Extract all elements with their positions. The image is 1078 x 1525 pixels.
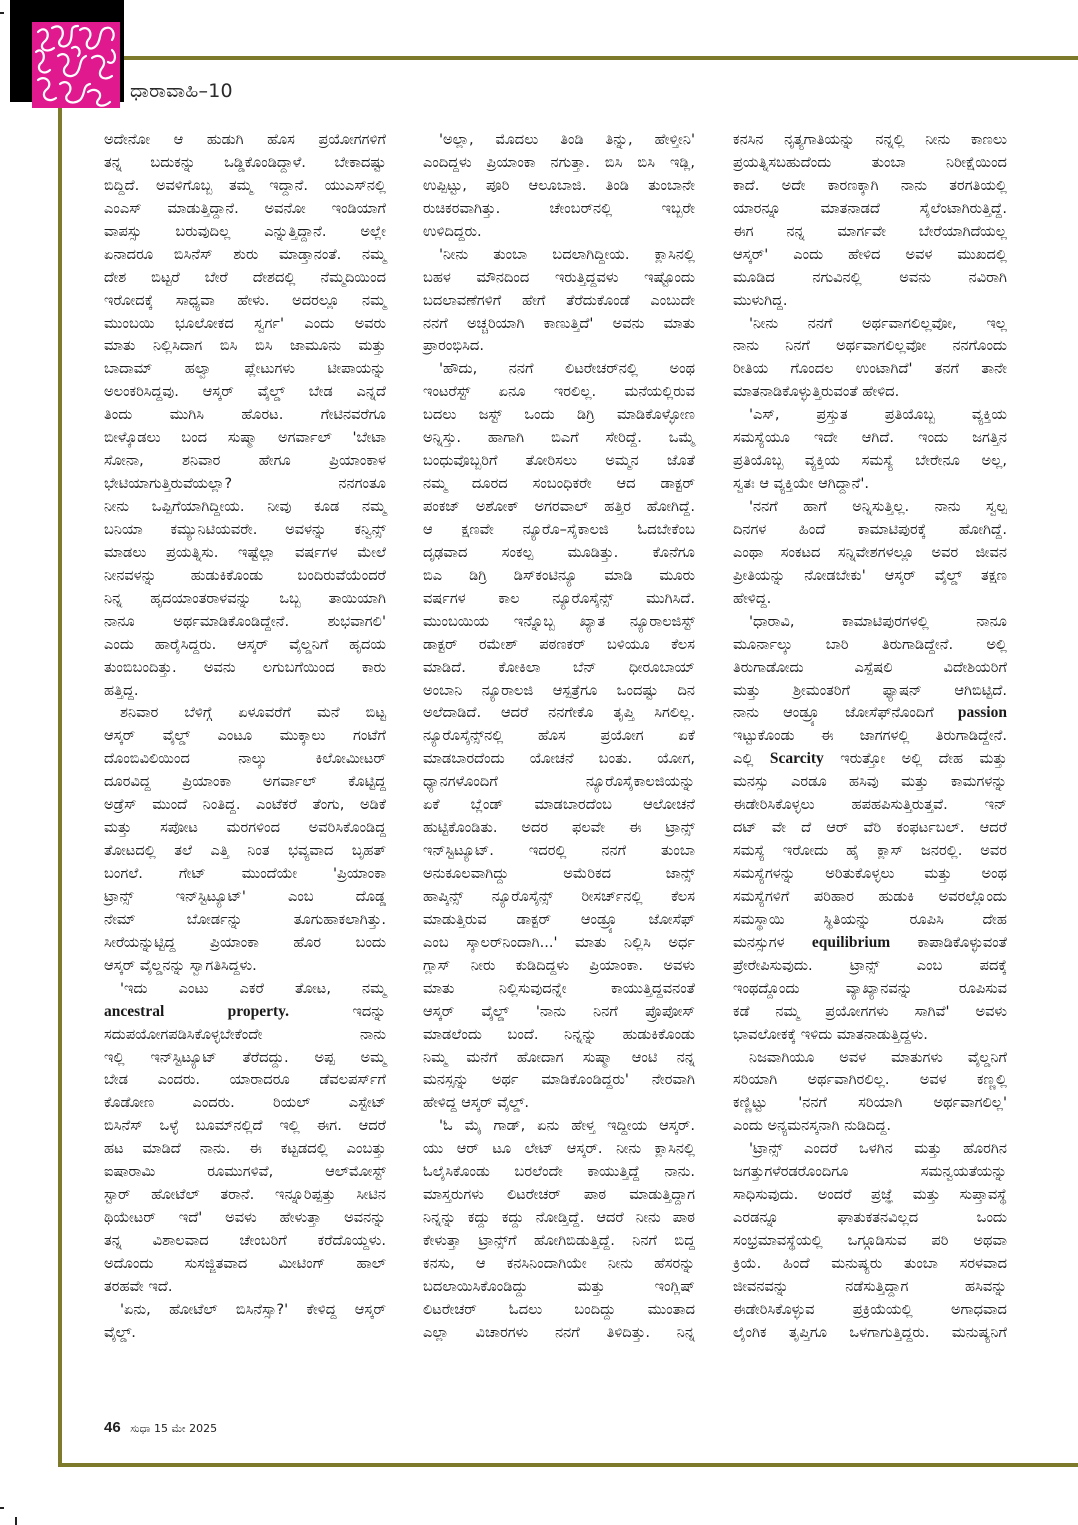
text-line: ಏನಾದರೂ ಬಿಸಿನೆಸ್ ಶುರು ಮಾಡ್ತಾನಂತೆ. ನಮ್ಮ	[104, 245, 386, 263]
text-line: ಹುಟ್ಟಿಕೊಂಡಿತು. ಅದರ ಫಲವೇ ಈ ಟ್ರಾನ್ಸ್	[423, 819, 695, 837]
text-line: ತಿಂದು ಮುಗಿಸಿ ಹೊರಟ. ಗೇಟಿನವರೆಗೂ	[104, 406, 386, 424]
text-line: ಬಂಧುವೊಬ್ಬರಿಗೆ ತೋರಿಸಲು ಅಮ್ಮನ ಜೊತೆ	[423, 452, 695, 470]
text-line: ಮೂಡಿದ ನಗುವಿನಲ್ಲಿ ಅವನು ನವಿರಾಗಿ	[733, 268, 1007, 286]
text-line: ರುಚಿಕರವಾಗಿತ್ತು. ಚೇಂಬರ್‌ನಲ್ಲಿ ಇಬ್ಬರೇ	[423, 199, 695, 217]
text-line: ಮುಳುಗಿದ್ದ.	[733, 291, 788, 309]
text-line: ಅಲೆದಾಡಿದೆ. ಆದರೆ ನನಗೇಕೊ ತೃಪ್ತಿ ಸಿಗಲಿಲ್ಲ.	[423, 704, 695, 722]
text-line: ಸದುಪಯೋಗಪಡಿಸಿಕೊಳ್ಳಬೇಕೆಂದೇ ನಾನು	[104, 1025, 386, 1043]
crop-mark	[0, 1507, 4, 1509]
text-line: ಕಡೆ ನಮ್ಮ ಪ್ರಯೋಗಗಳು ಸಾಗಿವೆ' ಅವಳು	[733, 1002, 1007, 1020]
text-line: ಮಾಡಲೆಂದು ಬಂದೆ. ನಿನ್ನನ್ನು ಹುಡುಕಿಕೊಂಡು	[423, 1025, 695, 1043]
text-line: 'ಹೌದು, ನನಗೆ ಲಿಟರೇಚರ್‌ನಲ್ಲಿ ಅಂಥ	[439, 360, 695, 378]
text-line: ಇಂಥದ್ದೊಂದು ವ್ಯಾಖ್ಯಾನವನ್ನು ರೂಪಿಸುವ	[733, 979, 1007, 997]
text-line: ಎಂದು ಅನ್ಯಮನಸ್ಕನಾಗಿ ನುಡಿದಿದ್ದ.	[733, 1117, 892, 1135]
text-line: ಬದಲಾವಣೆಗಳಿಗೆ ಹೇಗೆ ತೆರೆದುಕೊಂಡೆ ಎಂಬುದೇ	[423, 291, 695, 309]
text-line: ಬೇಡ ಎಂದರು. ಯಾರಾದರೂ ಡೆವಲಪರ್ಸ್‌ಗೆ	[104, 1071, 386, 1089]
text-line: ಎಂದು ಹಾರೈಸಿದ್ದರು. ಆಸ್ಕರ್ ವೈಲ್ಡನಿಗೆ ಹೃದಯ	[104, 635, 386, 653]
page-frame-bottom	[58, 1463, 1078, 1467]
text-line: ನನಗೆ ಅಚ್ಚರಿಯಾಗಿ ಕಾಣುತ್ತಿದೆ' ಅವನು ಮಾತು	[423, 314, 695, 332]
text-line: ಎಂಥಾ ಸಂಕಟದ ಸನ್ನಿವೇಶಗಳಲ್ಲೂ ಅವರ ಜೀವನ	[733, 543, 1007, 561]
text-line: ಮನಸ್ಸು ಎರಡೂ ಹಸಿವು ಮತ್ತು ಕಾಮಗಳನ್ನು	[733, 773, 1007, 791]
text-line: 'ಏನು, ಹೋಟೆಲ್ ಬಿಸಿನೆಸ್ಸಾ?' ಕೇಳಿದ್ದ ಆಸ್ಕರ್	[120, 1300, 386, 1318]
text-line: ಬದಲಾಯಿಸಿಕೊಂಡಿದ್ದು ಮತ್ತು ಇಂಗ್ಲಿಷ್	[423, 1277, 695, 1295]
text-line: ಡಾಕ್ಟರ್ ರಮೇಶ್ ಪಠಣಕರ್ ಬಳಿಯೂ ಕೆಲಸ	[423, 635, 695, 653]
text-line: 'ಓ ಮೈ ಗಾಡ್, ಏನು ಹೇಳ್ತ ಇದ್ದೀಯ ಆಸ್ಕರ್.	[439, 1117, 695, 1135]
text-line: ವರ್ಷಗಳ ಕಾಲ ನ್ಯೂರೊಸೈನ್ಸ್ ಮುಗಿಸಿದೆ.	[423, 589, 695, 607]
text-line: 'ಟ್ರಾನ್ಸ್ ಎಂದರೆ ಒಳಗಿನ ಮತ್ತು ಹೊರಗಿನ	[749, 1140, 1007, 1158]
text-line: ಯಾರನ್ನೂ ಮಾತನಾಡದೆ ಸೈಲೆಂಟಾಗಿರುತ್ತಿದ್ದೆ.	[733, 199, 1007, 217]
text-line: ನಾನು ಆಂಡ್ರ್ಯೂ ಜೋಸೆಫ್‌ನೊಂದಿಗೆ passion	[733, 704, 1007, 722]
text-line: 'ಇದು ಎಂಟು ಎಕರೆ ತೋಟ, ನಮ್ಮ	[120, 979, 386, 997]
text-line: ಎಲ್ಲಿ Scarcity ಇರುತ್ತೋ ಅಲ್ಲಿ ದೇಹ ಮತ್ತು	[733, 750, 1007, 768]
text-line: ಅದೊಂದು ಸುಸಜ್ಜಿತವಾದ ಮೀಟಿಂಗ್ ಹಾಲ್	[104, 1254, 386, 1272]
text-line: ನೀನವಳನ್ನು ಹುಡುಕಿಕೊಂಡು ಬಂದಿರುವೆಯೆಂದರೆ	[104, 566, 386, 584]
text-line: ಹತ್ತಿದ್ದ.	[104, 681, 139, 699]
english-term: ancestral	[104, 1002, 165, 1020]
article-column-2	[423, 129, 695, 1345]
text-line: ಅಲಂಕರಿಸಿದ್ದವು. ಆಸ್ಕರ್ ವೈಲ್ಡ್ ಬೇಡ ಎನ್ನದೆ	[104, 383, 386, 401]
text-line: ತನ್ನ ವಿಶಾಲವಾದ ಚೇಂಬರಿಗೆ ಕರೆದೊಯ್ದಳು.	[104, 1232, 386, 1249]
text-line: ಮನಸ್ಸುಗಳ equilibrium ಕಾಪಾಡಿಕೊಳ್ಳುವಂತೆ	[733, 933, 1007, 951]
text-line: ವೈಲ್ಡ್.	[104, 1323, 136, 1341]
text-line: ಅನುಕೂಲವಾಗಿದ್ದು ಅಮೆರಿಕದ ಜಾನ್ಸ್	[423, 865, 695, 882]
text-line: ಬಾದಾಮ್ ಹಲ್ವಾ ಪ್ಲೇಟುಗಳು ಟೀಪಾಯನ್ನು	[104, 360, 386, 378]
text-line: ಎಂಬ ಸ್ಕಾಲರ್‌ನಿಂದಾಗಿ...' ಮಾತು ನಿಲ್ಲಿಸಿ ಅರ್ಧ	[423, 933, 695, 951]
text-line: ಬನಿಯಾ ಕಮ್ಯುನಿಟಿಯವರೇ. ಅವಳನ್ನು ಕನ್ವಿನ್ಸ್	[104, 520, 386, 538]
text-line: ಪ್ರಾರಂಭಿಸಿದ.	[423, 337, 484, 355]
text-line: ಯು ಆರ್ ಟೂ ಲೇಟ್ ಆಸ್ಕರ್. ನೀನು ಕ್ಲಾಸಿನಲ್ಲಿ	[423, 1140, 695, 1158]
text-line: ಥಿಯೇಟರ್ ಇದೆ' ಅವಳು ಹೇಳುತ್ತಾ ಅವನನ್ನು	[104, 1209, 386, 1227]
text-line: ಹಟ ಮಾಡಿದೆ ನಾನು. ಈ ಕಟ್ಟಡದಲ್ಲಿ ಎಂಬತ್ತು	[104, 1140, 386, 1158]
text-line: ಕೇಳುತ್ತಾ ಟ್ರಾನ್ಸ್‌ಗೆ ಹೋಗಿಬಿಡುತ್ತಿದ್ದೆ. ನಿನಗೆ ಬಿದ್ದ	[423, 1232, 695, 1249]
text-line: ಕ್ರಿಯೆ. ಹಿಂದೆ ಮನುಷ್ಯರು ತುಂಬಾ ಸರಳವಾದ	[733, 1254, 1007, 1272]
text-line: ನಾನು ನಿನಗೆ ಅರ್ಥವಾಗಲಿಲ್ಲವೋ ನನಗೊಂದು	[733, 337, 1007, 355]
text-line: ಇಂಟರೆಸ್ಟ್ ಏನೂ ಇರಲಿಲ್ಲ. ಮನೆಯಲ್ಲಿರುವ	[423, 383, 695, 401]
text-line: ಬಿದ್ದಿದೆ. ಅವಳಿಗೊಬ್ಬ ತಮ್ಮ ಇದ್ದಾನೆ. ಯುಎಸ್‌ನಲ್ಲಿ	[104, 176, 386, 194]
text-line: ಕೊಡೋಣ ಎಂದರು. ರಿಯಲ್ ಎಸ್ಟೇಟ್	[104, 1094, 386, 1112]
text-line: ಐಷಾರಾಮಿ ರೂಮುಗಳಿವೆ, ಆಲ್‌ಮೋಸ್ಟ್	[104, 1163, 386, 1181]
text-line: ಎಂಎಸ್ ಮಾಡುತ್ತಿದ್ದಾನೆ. ಅವನೋ ಇಂಡಿಯಾಗೆ	[104, 199, 386, 217]
text-line: ರೀತಿಯ ಗೊಂದಲ ಉಂಟಾಗಿದೆ' ತನಗೆ ತಾನೇ	[733, 360, 1007, 378]
text-line: ಕನಸಿನ ನೃತ್ಯಗಾತಿಯನ್ನು ನನ್ನಲ್ಲಿ ನೀನು ಕಾಣಲು	[733, 131, 1007, 148]
text-line: ಬಿಎ ಡಿಗ್ರಿ ಡಿಸ್‌ಕಂಟಿನ್ಯೂ ಮಾಡಿ ಮೂರು	[423, 566, 695, 584]
text-line: ಮಾಡಲು ಪ್ರಯತ್ನಿಸು. ಇಷ್ಟೆಲ್ಲಾ ವರ್ಷಗಳ ಮೇಲೆ	[104, 543, 386, 561]
text-line: ಮಾಡುತ್ತಿರುವ ಡಾಕ್ಟರ್ ಆಂಡ್ರ್ಯೂ ಜೋಸೆಫ್	[423, 910, 695, 928]
text-line: ನೀನು ಒಪ್ಪಿಗೆಯಾಗಿದ್ದೀಯ. ನೀವು ಕೂಡ ನಮ್ಮ	[104, 498, 386, 515]
text-line: ಈಗ ನನ್ನ ಮಾರ್ಗವೇ ಬೇರೆಯಾಗಿದೆಯಲ್ಲ	[733, 222, 1007, 240]
text-line: ಎಂದಿದ್ದಳು ಪ್ರಿಯಾಂಕಾ ನಗುತ್ತಾ. ಬಿಸಿ ಬಿಸಿ ಇಡ್ಲಿ,	[423, 153, 695, 171]
text-line: ಲೈಂಗಿಕ ತೃಪ್ತಿಗೂ ಒಳಗಾಗುತ್ತಿದ್ದರು. ಮನುಷ್ಯನಿಗೆ	[733, 1323, 1007, 1341]
text-line: ಜಗತ್ತುಗಳೆರಡರೊಂದಿಗೂ ಸಮನ್ವಯತೆಯನ್ನು	[733, 1163, 1007, 1181]
text-line: 'ಅಲ್ಲಾ, ಮೊದಲು ತಿಂಡಿ ತಿನ್ನು, ಹೇಳ್ತೀನಿ'	[439, 131, 695, 148]
text-line: ತರಹವೇ ಇದೆ.	[104, 1277, 173, 1295]
text-line: ದೃಢವಾದ ಸಂಕಲ್ಪ ಮೂಡಿತ್ತು. ಕೊನೆಗೂ	[423, 543, 695, 561]
text-line: ಕಾದೆ. ಅದೇ ಕಾರಣಕ್ಕಾಗಿ ನಾನು ತರಗತಿಯಲ್ಲಿ	[733, 176, 1007, 194]
english-term: Scarcity	[769, 750, 824, 768]
text-line: ನಿಜವಾಗಿಯೂ ಅವಳ ಮಾತುಗಳು ವೈಲ್ಡನಿಗೆ	[749, 1048, 1007, 1066]
text-line: ಲಿಟರೇಚರ್ ಓದಲು ಬಂದಿದ್ದು ಮುಂತಾದ	[423, 1300, 695, 1318]
text-line: ಎರಡನ್ನೂ ಘಾತುಕತನವಿಲ್ಲದ ಒಂದು	[733, 1209, 1007, 1227]
text-line: 'ನೀನು ತುಂಬಾ ಬದಲಾಗಿದ್ದೀಯ. ಕ್ಲಾಸಿನಲ್ಲಿ	[439, 245, 695, 263]
text-line: ಸಮಸ್ಯೆಗಳನ್ನು ಅರಿತುಕೊಳ್ಳಲು ಮತ್ತು ಅಂಥ	[733, 865, 1007, 882]
text-line: ಉಳಿದಿದ್ದರು.	[423, 222, 482, 240]
text-line: ಟ್ರಾನ್ಸ್ ಇನ್‌ಸ್ಟಿಟ್ಯೂಟ್' ಎಂಬ ದೊಡ್ಡ	[104, 887, 386, 905]
text-line: 'ನನಗೆ ಹಾಗೆ ಅನ್ನಿಸುತ್ತಿಲ್ಲ. ನಾನು ಸ್ವಲ್ಪ	[749, 498, 1007, 515]
text-line: ತೋಟದಲ್ಲಿ ತಲೆ ಎತ್ತಿ ನಿಂತ ಭವ್ಯವಾದ ಬೃಹತ್	[104, 842, 386, 860]
text-line: ಸಮಸ್ಥಾಯಿ ಸ್ಥಿತಿಯನ್ನು ರೂಪಿಸಿ ದೇಹ	[733, 910, 1007, 928]
text-line: ಇಲ್ಲಿ ಇನ್‌ಸ್ಟಿಟ್ಯೂಟ್ ತೆರೆದದ್ದು. ಅಪ್ಪ ಅಮ್ಮ	[104, 1048, 386, 1066]
text-line: ಮನಸ್ಸನ್ನು ಅರ್ಥ ಮಾಡಿಕೊಂಡಿದ್ದರು' ನೇರವಾಗಿ	[423, 1071, 695, 1089]
text-line: ದಟ್ ವೇ ದೆ ಆರ್ ವೆರಿ ಕಂಫರ್ಟಬಲ್. ಆದರೆ	[733, 819, 1007, 837]
crop-mark	[0, 12, 4, 14]
text-line: ಮಾಡಿದೆ. ಕೋಕಿಲಾ ಬೆನ್ ಧೀರೂಬಾಯ್	[423, 658, 695, 676]
text-line: ಪ್ರಯತ್ನಿಸಬಹುದೆಂದು ತುಂಬಾ ನಿರೀಕ್ಷೆಯಿಂದ	[733, 153, 1007, 171]
text-line: ನೇಮ್ ಬೋರ್ಡನ್ನು ತೂಗುಹಾಕಲಾಗಿತ್ತು.	[104, 910, 386, 928]
text-line: ಭೇಟಿಯಾಗುತ್ತಿರುವೆಯಲ್ಲಾ? ನನಗಂತೂ	[104, 475, 386, 493]
text-line: 'ನೀನು ನನಗೆ ಅರ್ಥವಾಗಲಿಲ್ಲವೋ, ಇಲ್ಲ	[749, 314, 1007, 332]
text-line: ಬಹಳ ಮೌನದಿಂದ ಇರುತ್ತಿದ್ದವಳು ಇಷ್ಟೊಂದು	[423, 268, 695, 286]
squiggle-pattern-icon	[32, 22, 120, 108]
text-line: ತುಂಬಿಬಂದಿತ್ತು. ಅವನು ಲಗುಬಗೆಯಿಂದ ಕಾರು	[104, 658, 386, 676]
text-line: ಬದಲು ಜಸ್ಟ್ ಒಂದು ಡಿಗ್ರಿ ಮಾಡಿಕೊಳ್ಳೋಣ	[423, 406, 695, 424]
text-line: ಶನಿವಾರ ಬೆಳಿಗ್ಗೆ ಏಳೂವರೆಗೆ ಮನೆ ಬಿಟ್ಟ	[120, 704, 386, 722]
text-line: ಬಂಗಲೆ. ಗೇಟ್ ಮುಂದೆಯೇ 'ಪ್ರಿಯಾಂಕಾ	[104, 865, 386, 882]
text-line: ಈಡೇರಿಸಿಕೊಳ್ಳಲು ಹಪಹಪಿಸುತ್ತಿರುತ್ತವೆ. ಇನ್	[733, 796, 1007, 814]
text-line: ಕನಸು, ಆ ಕನಸಿನಿಂದಾಗಿಯೇ ನೀನು ಹೆಸರನ್ನು	[423, 1254, 695, 1272]
text-line: 'ಧಾರಾವಿ, ಕಾಮಾಟಿಪುರಗಳಲ್ಲಿ ನಾನೂ	[749, 612, 1007, 630]
crop-mark	[15, 1517, 17, 1525]
text-line: ತನ್ನ ಬದುಕನ್ನು ಒಡ್ಡಿಕೊಂಡಿದ್ದಾಳೆ. ಬೇಕಾದಷ್ಟು	[104, 153, 386, 171]
text-line: ನಿನ್ನನ್ನು ಕದ್ದು ಕದ್ದು ನೋಡ್ತಿದ್ದೆ. ಆದರೆ ನೀನು ಪಾಠ	[423, 1209, 695, 1227]
text-line: ನ್ಯೂರೊಸೈನ್ಸ್‌ನಲ್ಲಿ ಹೊಸ ಪ್ರಯೋಗ ಏಕೆ	[423, 727, 695, 745]
english-term: passion	[957, 704, 1007, 722]
text-line: ದಿನಗಳ ಹಿಂದೆ ಕಾಮಾಟಿಪುರಕ್ಕೆ ಹೋಗಿದ್ದೆ.	[733, 520, 1007, 538]
text-line: ಹೇಳಿದ್ದ ಆಸ್ಕರ್ ವೈಲ್ಡ್.	[423, 1094, 530, 1112]
text-line: ತಿರುಗಾಡೋದು ಎಸ್ಪೆಷಲಿ ವಿದೇಶಿಯರಿಗೆ	[733, 658, 1007, 676]
text-line: ಧ್ಯಾನಗಳೊಂದಿಗೆ ನ್ಯೂರೊಸೈಕಾಲಜಿಯನ್ನು	[423, 773, 695, 791]
text-line: ಏಕೆ ಬ್ಲೆಂಡ್ ಮಾಡಬಾರದೆಂಬ ಆಲೋಚನೆ	[423, 796, 695, 814]
text-line: ಸಂಭ್ರಮಾವಸ್ಥೆಯಲ್ಲಿ ಒಗ್ಗೂಡಿಸುವ ಪರಿ ಅಥವಾ	[733, 1232, 1007, 1249]
text-line: ಆಸ್ಕರ್ ವೈಲ್ಡ್ ಎಂಟೂ ಮುಕ್ಕಾಲು ಗಂಟೆಗೆ	[104, 727, 386, 745]
text-line: ಸೋನಾ, ಶನಿವಾರ ಹೇಗೂ ಪ್ರಿಯಾಂಕಾಳ	[104, 452, 386, 470]
text-line: ಹೇಳಿದ್ದ.	[733, 589, 772, 607]
text-line: ಸೀರೆಯನ್ನುಟ್ಟಿದ್ದ ಪ್ರಿಯಾಂಕಾ ಹೊರ ಬಂದು	[104, 933, 386, 951]
text-line: ಅನ್ನಿಸ್ತು. ಹಾಗಾಗಿ ಬಿಎಗೆ ಸೇರಿದ್ದೆ. ಒಮ್ಮೆ	[423, 429, 695, 447]
text-line: ಸ್ಟಾರ್ ಹೋಟೆಲ್ ತರಾನೆ. ಇನ್ನೂರಿಪ್ಪತ್ತು ಸೀಟಿನ	[104, 1186, 386, 1204]
text-line: ಕಣ್ಣಿಟ್ಟು 'ನನಗೆ ಸರಿಯಾಗಿ ಅರ್ಥವಾಗಲಿಲ್ಲ'	[733, 1094, 1007, 1112]
text-line: ಇಟ್ಟುಕೊಂಡು ಈ ಜಾಗಗಳಲ್ಲಿ ತಿರುಗಾಡಿದ್ದೇನೆ.	[733, 727, 1007, 745]
text-line: ಹಾಪ್ಕಿನ್ಸ್ ನ್ಯೂರೊಸೈನ್ಸ್ ರೀಸರ್ಚ್‌ನಲ್ಲಿ ಕೆಲಸ	[423, 887, 695, 905]
text-line: ನಾನೂ ಅರ್ಥಮಾಡಿಕೊಂಡಿದ್ದೇನೆ. ಶುಭವಾಗಲಿ'	[104, 612, 386, 630]
text-line: ಸಾಧಿಸುವುದು. ಅಂದರೆ ಪ್ರಜ್ಞೆ ಮತ್ತು ಸುಪ್ತಾವಸ್ಥೆ	[733, 1186, 1007, 1204]
text-line: ಪ್ರೀತಿಯನ್ನು ನೋಡಬೇಕು' ಆಸ್ಕರ್ ವೈಲ್ಡ್ ತಕ್ಷಣ	[733, 566, 1007, 584]
text-line: ಅದೇನೋ ಆ ಹುಡುಗಿ ಹೊಸ ಪ್ರಯೋಗಗಳಿಗೆ	[104, 131, 386, 148]
text-line: ಸ್ವತಃ ಆ ವ್ಯಕ್ತಿಯೇ ಆಗಿದ್ದಾನೆ'.	[733, 475, 870, 493]
pink-squiggle-logo-icon	[32, 22, 120, 108]
text-line: ಬೀಳ್ಕೊಡಲು ಬಂದ ಸುಷ್ಮಾ ಅಗರ್ವಾಲ್ 'ಬೇಟಾ	[104, 429, 386, 447]
text-line: 'ಎಸ್, ಪ್ರಸ್ತುತ ಪ್ರತಿಯೊಬ್ಬ ವ್ಯಕ್ತಿಯ	[749, 406, 1007, 424]
text-line: ಮಾಡಬಾರದೆಂದು ಯೋಚನೆ ಬಂತು. ಯೋಗ,	[423, 750, 695, 768]
text-line: ಇರೋದಕ್ಕೆ ಸಾಧ್ಯವಾ ಹೇಳು. ಅದರಲ್ಲೂ ನಮ್ಮ	[104, 291, 386, 309]
page-footer	[104, 1419, 217, 1436]
english-term: property.	[227, 1002, 289, 1020]
text-line: ಆಸ್ಕರ್ ವೈಲ್ಡನನ್ನು ಸ್ವಾಗತಿಸಿದ್ದಳು.	[104, 956, 257, 974]
text-line: ಆಸ್ಕರ್' ಎಂದು ಹೇಳಿದ ಅವಳ ಮುಖದಲ್ಲಿ	[733, 245, 1007, 263]
text-line: ವಾಪಸ್ಸು ಬರುವುದಿಲ್ಲ ಎನ್ನುತ್ತಿದ್ದಾನೆ. ಅಲ್ಲೇ	[104, 222, 386, 240]
text-line: ನಮ್ಮ ದೂರದ ಸಂಬಂಧಿಕರೇ ಆದ ಡಾಕ್ಟರ್	[423, 475, 695, 493]
text-line: ಸಮಸ್ಯೆ ಇರೋದು ಹೈ ಕ್ಲಾಸ್ ಜನರಲ್ಲಿ. ಅವರ	[733, 842, 1007, 860]
text-line: ಮತ್ತು ಸಪೋಟ ಮರಗಳಿಂದ ಅವರಿಸಿಕೊಂಡಿದ್ದ	[104, 819, 386, 837]
page-frame-top	[124, 56, 1078, 60]
text-line: ಆಸ್ಕರ್ ವೈಲ್ಡ್ 'ನಾನು ನಿನಗೆ ಪ್ರೊಪೋಸ್	[423, 1002, 695, 1020]
text-line: ಗ್ಲಾಸ್ ನೀರು ಕುಡಿದಿದ್ದಳು ಪ್ರಿಯಾಂಕಾ. ಅವಳು	[423, 956, 695, 974]
text-line: ಬಿಸಿನೆಸ್ ಒಳ್ಳೆ ಬೂಮ್‌ನಲ್ಲಿದೆ ಇಲ್ಲಿ ಈಗ. ಆದರೆ	[104, 1117, 386, 1135]
text-line: ancestral property. ಇದನ್ನು	[104, 1002, 386, 1020]
text-line: ಪಂಕಜ್ ಅಶೋಕ್ ಅಗರವಾಲ್ ಹತ್ತಿರ ಹೋಗಿದ್ದೆ.	[423, 498, 695, 515]
text-line: ಮಾಸ್ತರುಗಳು ಲಿಟರೇಚರ್ ಪಾಠ ಮಾಡುತ್ತಿದ್ದಾಗ	[423, 1186, 695, 1204]
text-line: ಭಾವಲೋಕಕ್ಕೆ ಇಳಿದು ಮಾತನಾಡುತ್ತಿದ್ದಳು.	[733, 1025, 928, 1043]
text-line: ಸರಿಯಾಗಿ ಅರ್ಥವಾಗಿರಲಿಲ್ಲ. ಅವಳ ಕಣ್ಣಲ್ಲಿ	[733, 1071, 1007, 1089]
text-line: ಈಡೇರಿಸಿಕೊಳ್ಳುವ ಪ್ರಕ್ರಿಯೆಯಲ್ಲಿ ಅಗಾಧವಾದ	[733, 1300, 1007, 1318]
text-line: ಉಪ್ಪಿಟ್ಟು, ಪೂರಿ ಆಲೂಬಾಜಿ. ತಿಂಡಿ ತುಂಬಾನೇ	[423, 176, 695, 194]
text-line: ನಿನ್ನ ಹೃದಯಾಂತರಾಳವನ್ನು ಒಬ್ಬ ತಾಯಿಯಾಗಿ	[104, 589, 386, 607]
text-line: ಮಾತು ನಿಲ್ಲಿಸಿದಾಗ ಬಿಸಿ ಬಿಸಿ ಜಾಮೂನು ಮತ್ತು	[104, 337, 386, 355]
text-line: ಪ್ರೇರೇಪಿಸುವುದು. ಟ್ರಾನ್ಸ್ ಎಂಬ ಪದಕ್ಕೆ	[733, 956, 1007, 974]
text-line: ಮಾತನಾಡಿಕೊಳ್ಳುತ್ತಿರುವಂತೆ ಹೇಳಿದ.	[733, 383, 900, 401]
article-column-1	[104, 129, 386, 1345]
text-line: ದೊಂಬಿವಿಲಿಯಿಂದ ನಾಲ್ಕು ಕಿಲೋಮೀಟರ್	[104, 750, 386, 768]
text-line: ನಿಮ್ಮ ಮನೆಗೆ ಹೋದಾಗ ಸುಷ್ಮಾ ಆಂಟಿ ನನ್ನ	[423, 1048, 695, 1066]
text-line: ಮತ್ತು ಶ್ರೀಮಂತರಿಗೆ ಫ್ಯಾಷನ್ ಆಗಿಬಿಟ್ಟಿದೆ.	[733, 681, 1007, 699]
text-line: ಸಮಸ್ಯೆಗಳಿಗೆ ಪರಿಹಾರ ಹುಡುಕಿ ಅವರಲ್ಲೊಂದು	[733, 887, 1007, 905]
text-line: ಜೀವನವನ್ನು ನಡೆಸುತ್ತಿದ್ದಾಗ ಹಸಿವನ್ನು	[733, 1277, 1007, 1295]
text-line: ಮಾತು ನಿಲ್ಲಿಸುವುದನ್ನೇ ಕಾಯುತ್ತಿದ್ದವನಂತೆ	[423, 979, 695, 997]
text-line: ದೂರವಿದ್ದ ಪ್ರಿಯಾಂಕಾ ಅಗರ್ವಾಲ್ ಕೊಟ್ಟಿದ್ದ	[104, 773, 386, 791]
text-line: ಮುಂಬಯಿಯ ಇನ್ನೊಬ್ಬ ಖ್ಯಾತ ನ್ಯೂರಾಲಜಿಸ್ಟ್	[423, 612, 695, 630]
english-term: equilibrium	[811, 933, 891, 951]
text-line: ಮೂರ್ನಾಲ್ಕು ಬಾರಿ ತಿರುಗಾಡಿದ್ದೇನೆ. ಅಲ್ಲಿ	[733, 635, 1007, 653]
text-line: ಎಲ್ಲಾ ವಿಚಾರಗಳು ನನಗೆ ತಿಳಿದಿತ್ತು. ನಿನ್ನ	[423, 1323, 695, 1341]
page-frame-left	[58, 108, 62, 1467]
text-line: ಅಂಬಾನಿ ನ್ಯೂರಾಲಜಿ ಆಸ್ಪತ್ರೆಗೂ ಒಂದಷ್ಟು ದಿನ	[423, 681, 695, 699]
text-line: ಓಲೈಸಿಕೊಂಡು ಬರಲೆಂದೇ ಕಾಯುತ್ತಿದ್ದೆ ನಾನು.	[423, 1163, 695, 1181]
article-column-3	[733, 129, 1007, 1345]
series-title: ಧಾರಾವಾಹಿ–10	[130, 80, 233, 102]
publication-date: ಸುಧಾ 15 ಮೇ 2025	[130, 1422, 218, 1435]
text-line: ಅಡ್ರೆಸ್ ಮುಂದೆ ನಿಂತಿದ್ದ. ಎಂಟೆಕರೆ ತೆಂಗು, ಅಡಿಕೆ	[104, 796, 386, 814]
text-line: ದೇಶ ಬಿಟ್ಟರೆ ಬೇರೆ ದೇಶದಲ್ಲಿ ನೆಮ್ಮದಿಯಿಂದ	[104, 268, 386, 286]
text-line: ಆ ಕ್ಷಣವೇ ನ್ಯೂರೊ–ಸೈಕಾಲಜಿ ಓದಬೇಕೆಂಬ	[423, 520, 695, 538]
text-line: ಇನ್‌ಸ್ಟಿಟ್ಯೂಟ್. ಇದರಲ್ಲಿ ನನಗೆ ತುಂಬಾ	[423, 842, 695, 860]
text-line: ಮುಂಬಯಿ ಭೂಲೋಕದ ಸ್ವರ್ಗ' ಎಂದು ಅವರು	[104, 314, 386, 332]
text-line: ಸಮಸ್ಯೆಯೂ ಇದೇ ಆಗಿದೆ. ಇಂದು ಜಗತ್ತಿನ	[733, 429, 1007, 447]
text-line: ಪ್ರತಿಯೊಬ್ಬ ವ್ಯಕ್ತಿಯ ಸಮಸ್ಯೆ ಬೇರೇನೂ ಅಲ್ಲ,	[733, 452, 1007, 470]
page-number: 46	[104, 1419, 121, 1436]
